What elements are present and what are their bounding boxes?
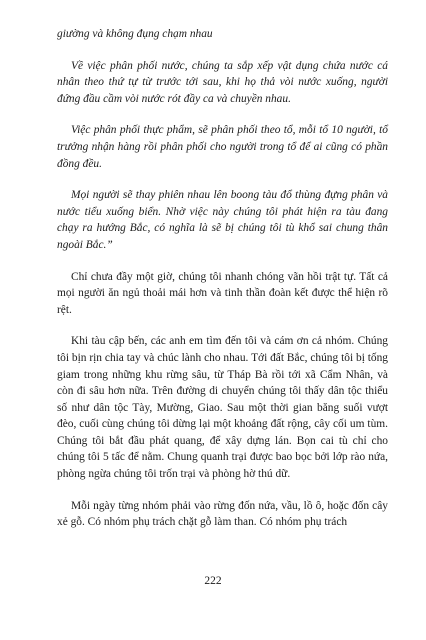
page-number: 222 (204, 575, 222, 587)
paragraph-3: Việc phân phối thực phẩm, sẽ phân phối theo tổ, mỗi tổ 10 người, tổ trưởng nhận hàng rồi phân phối cho người trong tổ để ai cũng có phần đồng đều. (57, 124, 388, 170)
paragraph-1: giường và không đụng chạm nhau (57, 28, 213, 40)
paragraph-4: Mọi người sẽ thay phiên nhau lên boong tàu đổ thùng đựng phân và nước tiểu xuống biển. Nhờ việc này chúng tôi phát hiện ra tàu đang chạy ra hướng Bắc, có nghĩa là sẽ bị chúng tôi tù khổ sai chung thân ngoài Bắc.” (57, 189, 388, 251)
paragraph-2: Về việc phân phối nước, chúng ta sắp xếp vật dụng chứa nước cá nhân theo thứ tự từ trước tới sau, khi họ thả vòi nước xuống, người đứng đầu cầm vòi nước rót đầy ca và chuyền nhau. (57, 59, 388, 105)
paragraph-6: Khi tàu cập bến, các anh em tìm đến tôi và cám ơn cả nhóm. Chúng tôi bịn rịn chia tay và chúc lành cho nhau. Tới đất Bắc, chúng tôi bị tống giam trong những khu rừng sâu, từ Tháp Bà rồi tới xã Cẩm Nhân, và còn đi sâu hơn nữa. Trên đường di chuyển chúng tôi thấy dân tộc thiểu số như dân tộc Tày, Mường, Giao. Sau một thời gian băng suối vượt đèo, cuối cùng chúng tôi dừng lại một khoảng đất rộng, cây cối um tùm. Chúng tôi bắt đầu phát quang, để xây dựng lán. Bọn cai tù chỉ cho chúng tôi 5 tấc để nằm. Chung quanh trại được bao bọc bởi lớp rào nứa, phòng ngừa chúng tôi trốn trại và phòng hờ thú dữ. (57, 335, 388, 481)
paragraph-5: Chỉ chưa đầy một giờ, chúng tôi nhanh chóng vãn hồi trật tự. Tất cả mọi người ăn ngủ thoải mái hơn và tinh thần đoàn kết được thể hiện rõ rệt. (57, 270, 388, 316)
paragraph-7: Mỗi ngày từng nhóm phải vào rừng đốn nứa, vầu, lồ ô, hoặc đốn cây xẻ gỗ. Có nhóm phụ trách chặt gỗ làm than. Có nhóm phụ trách (57, 499, 388, 529)
page-body (57, 26, 388, 531)
